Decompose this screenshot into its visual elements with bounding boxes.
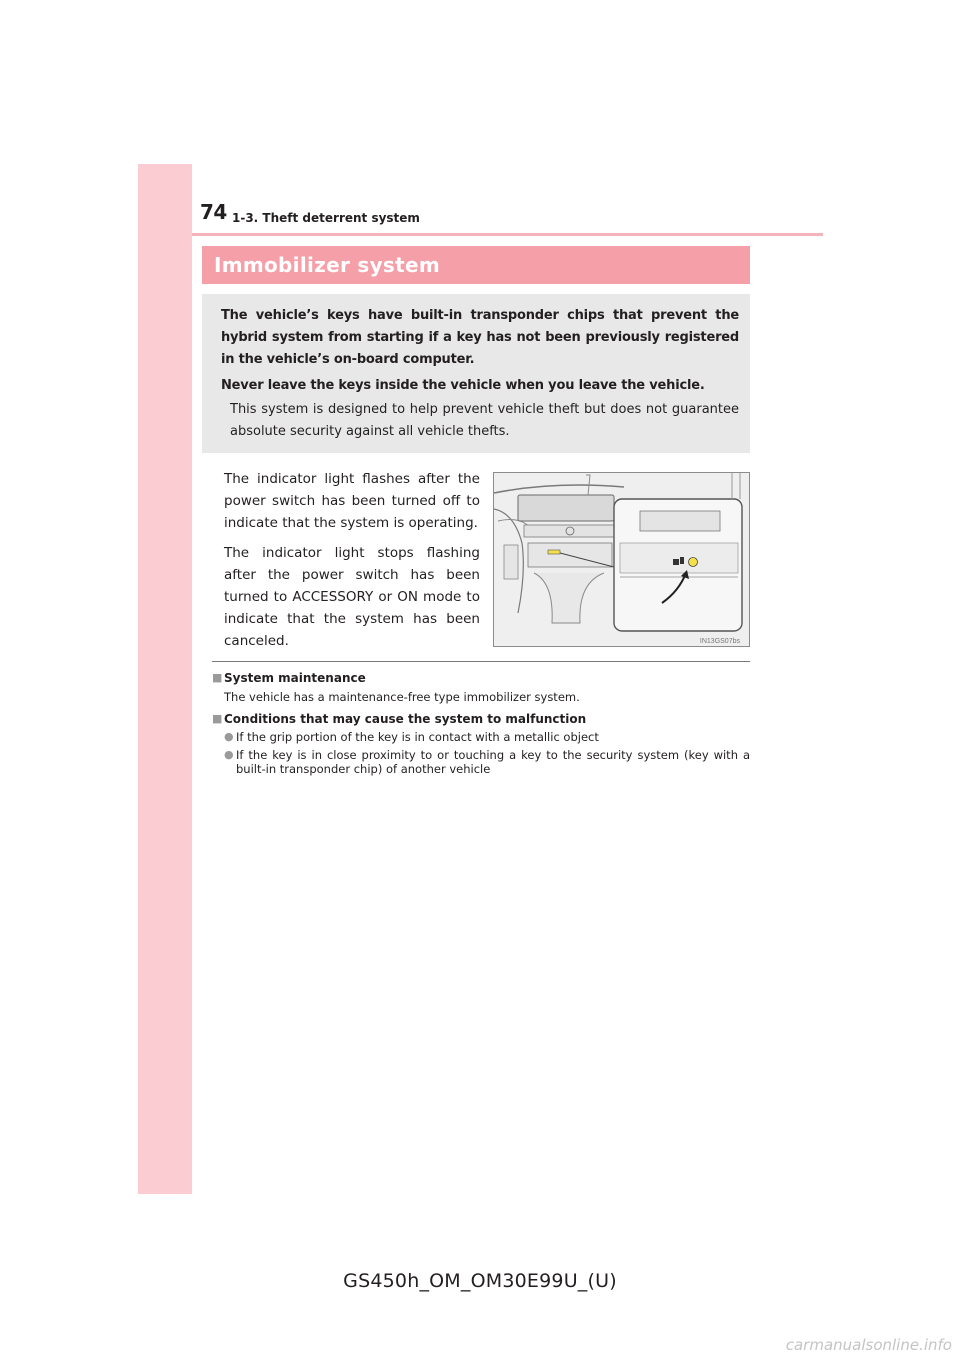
body-paragraph-1: The indicator light flashes after the power switch has been turned off to indicate that the system is operating.: [224, 471, 480, 531]
bullet-dot-icon: ●: [224, 748, 234, 761]
dashboard-drawing: [494, 473, 749, 646]
security-indicator-icon: [673, 559, 679, 565]
bullet-text: If the grip portion of the key is in contact with a metallic object: [236, 730, 599, 744]
document-code: GS450h_OM_OM30E99U_(U): [343, 1270, 617, 1292]
intro-box: [202, 294, 750, 453]
watermark: carmanualsonline.info: [785, 1336, 952, 1354]
list-item: [224, 748, 750, 776]
indicator-light-icon: [689, 558, 698, 567]
square-marker-icon: ■: [212, 712, 223, 725]
intro-paragraph-2: Never leave the keys inside the vehicle when you leave the vehicle.: [221, 378, 705, 393]
note-heading-label: System maintenance: [224, 671, 366, 685]
note-heading-malfunction: [212, 711, 750, 727]
bullet-text: If the key is in close proximity to or touching a key to the security system (key with a built-in transponder chip) of another vehicle: [236, 748, 750, 776]
intro-paragraph-1: The vehicle’s keys have built-in transponder chips that prevent the hybrid system from starting if a key has not been previously registered in the vehicle’s on-board computer.: [221, 308, 739, 367]
intro-note: This system is designed to help prevent vehicle theft but does not guarantee absolute security against all vehicle thefts.: [230, 402, 739, 439]
header-rule: [192, 233, 823, 236]
square-marker-icon: ■: [212, 671, 223, 684]
body-column: [224, 468, 480, 660]
title-bar: [202, 246, 750, 284]
note-heading-label: Conditions that may cause the system to malfunction: [224, 712, 587, 726]
body-paragraph-2: The indicator light stops flashing after the power switch has been turned to ACCESSORY or ON mode to indicate that the system has been canceled.: [224, 545, 480, 649]
note-heading-maintenance: [212, 670, 750, 686]
notes-section: [212, 670, 750, 780]
section-label: 1-3. Theft deterrent system: [232, 211, 420, 225]
dashboard-illustration: [493, 472, 750, 647]
side-band: [138, 164, 192, 1194]
list-item: [224, 730, 750, 744]
bullet-dot-icon: ●: [224, 730, 234, 743]
page-number: 74: [200, 200, 227, 224]
page-title: Immobilizer system: [214, 253, 440, 277]
illustration-code: IN13GS07bs: [699, 638, 740, 645]
note-text-maintenance: The vehicle has a maintenance-free type immobilizer system.: [224, 690, 580, 704]
notes-rule: [212, 661, 750, 662]
